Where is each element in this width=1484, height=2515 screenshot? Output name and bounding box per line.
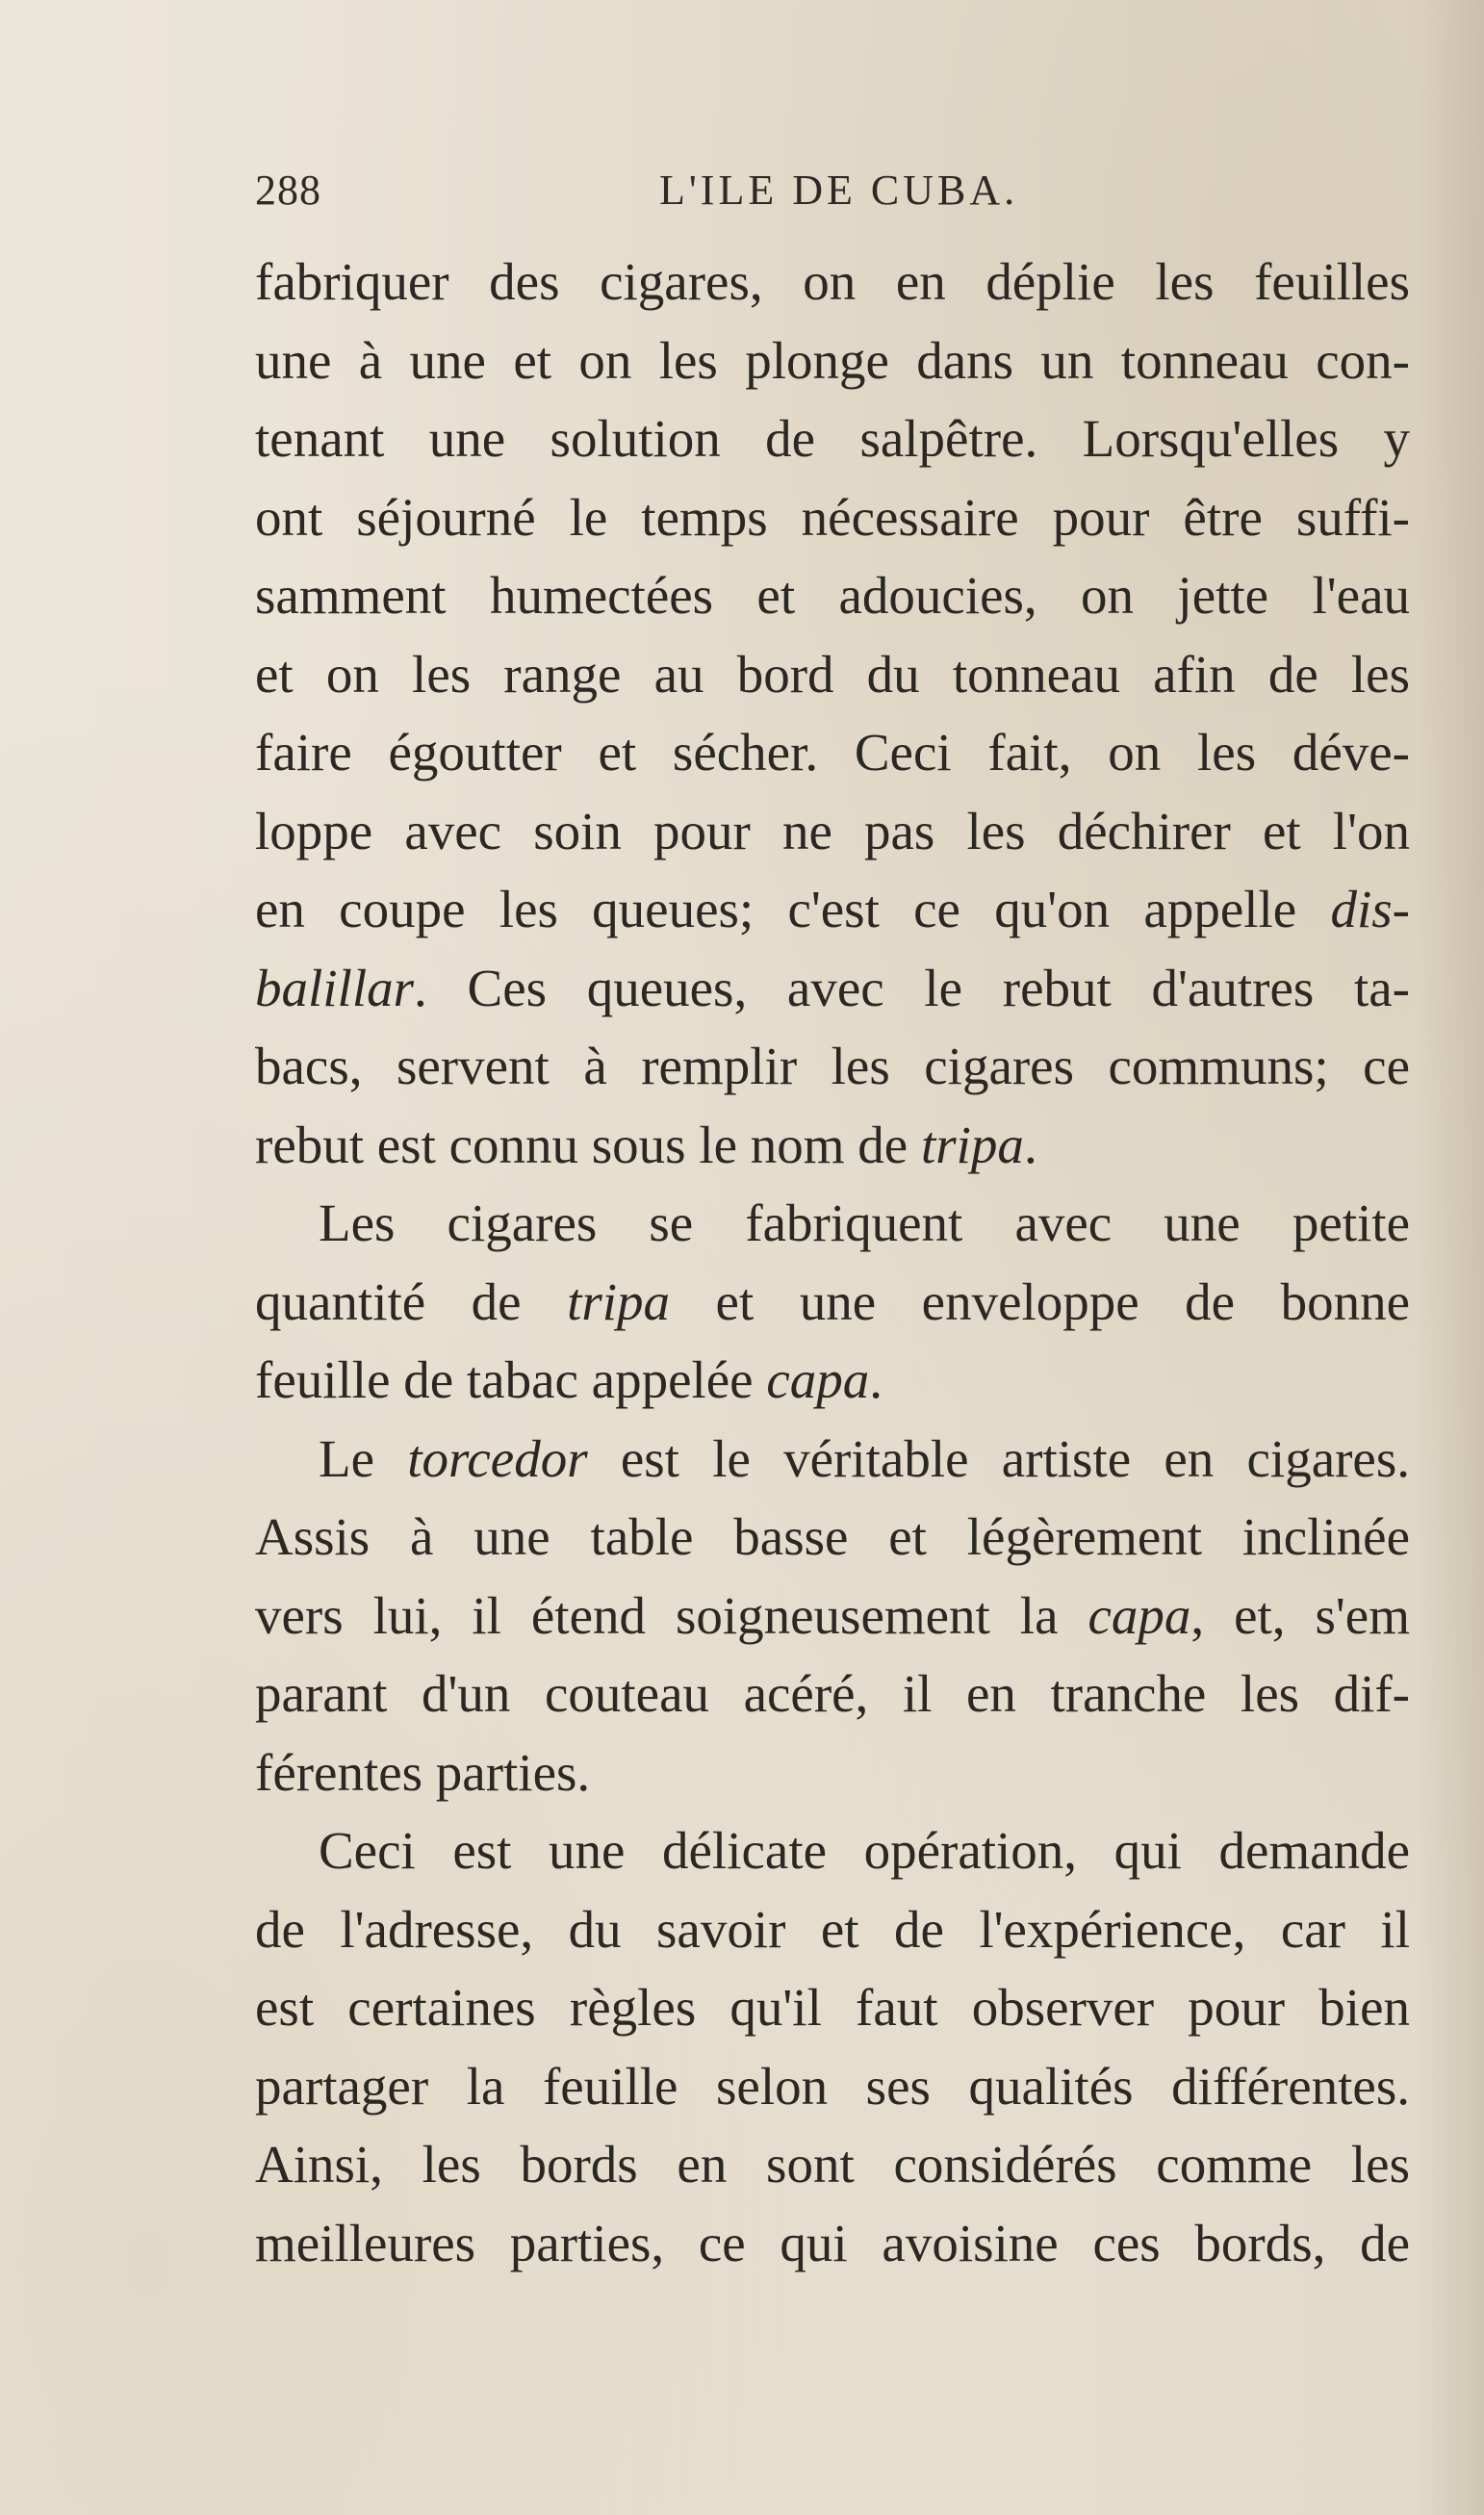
italic-term: balillar (255, 958, 415, 1017)
text-line: partager la feuille selon ses qualités différentes. (255, 2056, 1410, 2116)
text-line: quantité de tripa et une enveloppe de bonne (255, 1271, 1410, 1331)
body-text (255, 243, 1410, 2282)
text-line: Ainsi, les bords en sont considérés comme les (255, 2135, 1410, 2194)
italic-term: tripa (920, 1115, 1024, 1174)
text-line: une à une et on les plonge dans un tonneau con- (255, 330, 1410, 390)
text-line: Les cigares se fabriquent avec une petite (319, 1193, 1410, 1252)
page-shadow-edge (1417, 0, 1484, 2515)
text-line: loppe avec soin pour ne pas les déchirer et l'on (255, 801, 1410, 860)
running-title: L'ILE DE CUBA. (659, 167, 1019, 214)
text-line: bacs, servent à remplir les cigares communs; ce (255, 1037, 1410, 1095)
text-line: Assis à une table basse et légèrement inclinée (255, 1507, 1410, 1566)
text-line: vers lui, il étend soigneusement la capa, et, s'em (255, 1585, 1410, 1645)
italic-term: torcedor (407, 1428, 588, 1488)
text-line: en coupe les queues; c'est ce qu'on appelle dis- (255, 880, 1410, 938)
italic-term: capa (1087, 1585, 1191, 1645)
text-line: ont séjourné le temps nécessaire pour être suffi- (255, 487, 1410, 547)
italic-term: capa (766, 1350, 870, 1409)
text-line: samment humectées et adoucies, on jette l'eau (255, 566, 1410, 625)
text-line: Ceci est une délicate opération, qui demande (319, 1821, 1410, 1880)
text-line: balillar. Ces queues, avec le rebut d'autres ta- (255, 958, 1410, 1017)
text-line: parant d'un couteau acéré, il en tranche les dif- (255, 1664, 1410, 1723)
text-line: faire égoutter et sécher. Ceci fait, on les déve- (255, 723, 1410, 782)
page-header (255, 166, 1410, 223)
text-line: et on les range au bord du tonneau afin de les (255, 644, 1410, 704)
text-line: feuille de tabac appelée capa. (255, 1350, 883, 1409)
text-line: férentes parties. (255, 1742, 591, 1802)
text-line: rebut est connu sous le nom de tripa. (255, 1115, 1037, 1174)
text-line: tenant une solution de salpêtre. Lorsqu'elles y (255, 409, 1410, 468)
text-line: de l'adresse, du savoir et de l'expérience, car il (255, 1899, 1410, 1959)
text-line: fabriquer des cigares, on en déplie les feuilles (255, 252, 1410, 311)
text-line: est certaines règles qu'il faut observer pour bien (255, 1978, 1410, 2037)
text-line: Le torcedor est le véritable artiste en cigares. (319, 1428, 1410, 1488)
italic-term: tripa (567, 1271, 671, 1331)
text-line: meilleures parties, ce qui avoisine ces bords, de (255, 2213, 1410, 2272)
italic-term: dis- (1330, 880, 1410, 938)
page-number: 288 (255, 167, 321, 214)
